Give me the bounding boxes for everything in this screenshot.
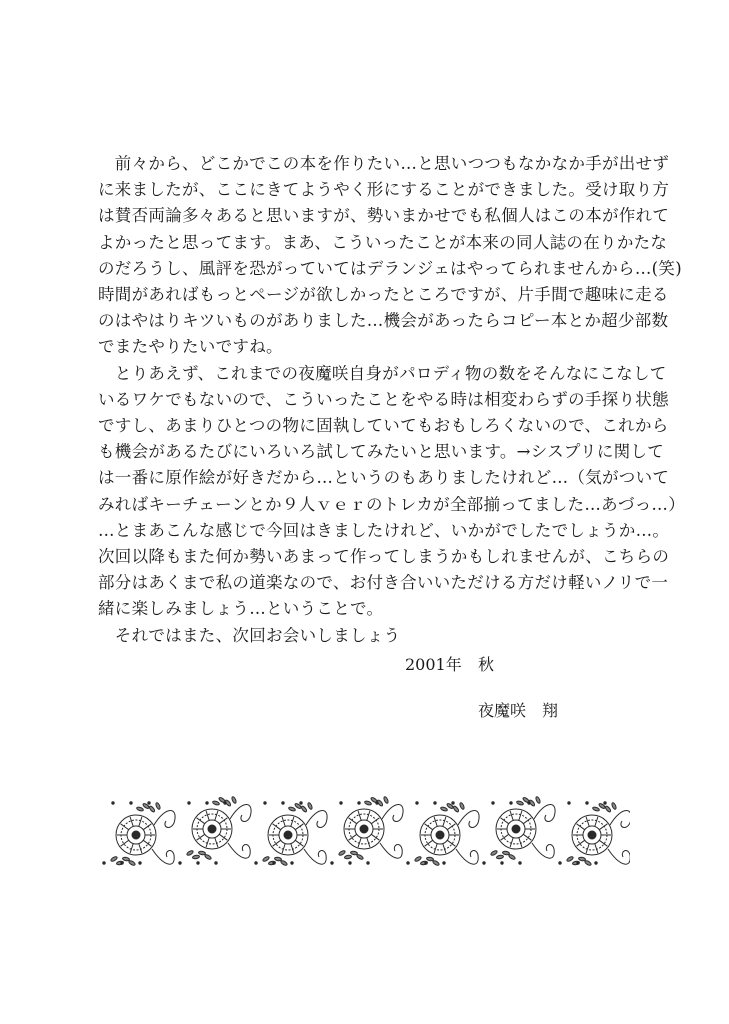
body-line: とりあえず、これまでの夜魔咲自身がパロディ物の数をそんなにこなして	[98, 363, 667, 383]
signature-year: 2001年	[405, 655, 462, 674]
body-line: は賛否両論多々あると思いますが、勢いまかせでも私個人はこの本が作れて	[98, 206, 670, 226]
lace-motif	[407, 802, 479, 866]
body-line: のはやはりキツいものがありました…機会があったらコピー本とか超少部数	[98, 311, 669, 331]
body-line: いるワケでもないので、こういったことをやる時は相変わらずの手探り状態	[98, 389, 669, 409]
lace-motif	[483, 796, 555, 864]
body-line: のだろうし、風評を恐がっていてはデランジェはやってられませんから…(笑)	[98, 258, 682, 278]
lace-motif	[179, 796, 251, 864]
body-line: みればキーチェーンとか９人ｖｅｒのトレカが全部揃ってました…あづっ…）	[98, 494, 686, 514]
body-line: も機会があるたびにいろいろ試してみたいと思います。→シスプリに関して	[98, 442, 665, 462]
body-line: それではまた、次回お会いしましょう	[98, 625, 401, 645]
lace-motif	[331, 796, 403, 864]
body-line: ですし、あまりひとつの物に固執していてもおもしろくないので、これから	[98, 416, 669, 435]
body-line: でまたやりたいですね。	[98, 337, 283, 357]
body-line: …とまあこんな感じで今回はきましたけれど、いかがでしたでしょうか…。	[98, 520, 670, 540]
lace-motif	[103, 802, 175, 866]
body-line: よかったと思ってます。まあ、こういったことが本来の同人誌の在りかたな	[98, 232, 668, 252]
lace-motif	[559, 802, 630, 866]
body-line: 時間があればもっとページが欲しかったところですが、片手間で趣味に走る	[98, 285, 669, 304]
body-line: は一番に原作絵が好きだから…というのもありましたけれど…（気がついて	[98, 468, 670, 488]
signature-author: 夜魔咲 翔	[478, 701, 559, 720]
floral-lace-border-icon	[98, 795, 630, 870]
body-line: 前々から、どこかでこの本を作りたい…と思いつつもなかなか手が出せず	[98, 154, 670, 173]
body-line: 次回以降もまた何か勢いあまって作ってしまうかもしれませんが、こちらの	[98, 547, 670, 566]
body-line: に来ましたが、ここにきてようやく形にすることができました。受け取り方	[98, 180, 670, 200]
body-line: 緒に楽しみましょう…ということで。	[98, 599, 384, 619]
body-line: 部分はあくまで私の道楽なので、お付き合いいただける方だけ軽いノリで一	[98, 573, 669, 593]
lace-motif	[255, 802, 327, 866]
signature-season: 秋	[478, 655, 495, 674]
